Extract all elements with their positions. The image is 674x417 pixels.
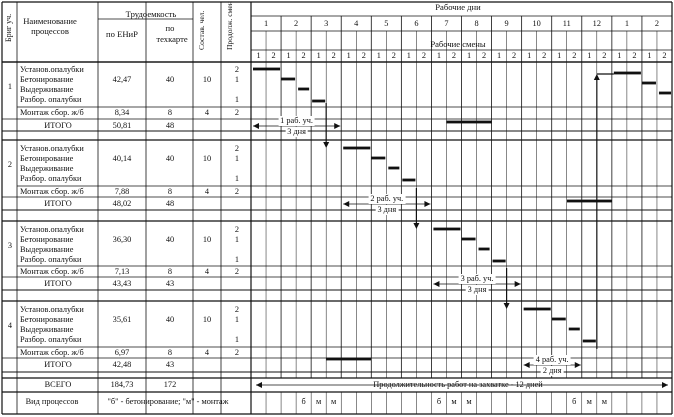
montage-staff: 4 [204, 348, 210, 357]
montage-card: 8 [167, 348, 173, 357]
shift-number: 1 [346, 51, 351, 60]
staff: 10 [202, 315, 212, 324]
shift-number: 2 [421, 51, 426, 60]
legend-letter-b: б [572, 397, 577, 406]
legend-letter-m: м [451, 397, 457, 406]
montage-staff: 4 [204, 108, 210, 117]
annotation-arrow-left [433, 281, 439, 287]
shift-number: 2 [331, 51, 336, 60]
total-card: 43 [165, 279, 175, 288]
duration: 1 [234, 174, 240, 183]
bar-montage [446, 121, 491, 124]
total-name: ИТОГО [44, 199, 72, 208]
header-labor-card-1: по [165, 23, 175, 33]
annotation-arrow-right [424, 201, 430, 207]
labor-enir: 35,61 [112, 315, 132, 324]
annotation-arrow-left [253, 123, 259, 129]
brigade-number-3: 3 [7, 240, 13, 250]
shift-number: 2 [662, 51, 667, 60]
flow-arrow-head [504, 303, 510, 309]
process-name: Разбор. опалубки [20, 255, 82, 264]
annotation-arrow-left [524, 362, 530, 368]
shift-number: 1 [436, 51, 442, 60]
shift-number: 1 [316, 51, 321, 60]
process-name: Выдерживание [20, 164, 74, 173]
duration: 1 [234, 335, 240, 344]
total-card: 43 [165, 360, 175, 369]
staff: 10 [202, 75, 212, 84]
staff: 10 [202, 235, 212, 244]
bar-concreting-next [642, 82, 656, 85]
legend-letter-m: м [316, 397, 322, 406]
montage-duration: 2 [234, 187, 240, 196]
montage-name: Монтаж сбор. ж/б [20, 348, 84, 357]
bar-formwork [253, 68, 280, 71]
shift-number: 2 [542, 51, 547, 60]
day-number-3: 3 [324, 19, 329, 28]
process-name: Выдерживание [20, 325, 74, 334]
total-name: ИТОГО [44, 121, 72, 130]
shift-number: 1 [256, 51, 261, 60]
total-enir: 48,02 [112, 199, 132, 208]
montage-duration: 2 [234, 108, 240, 117]
legend-letter-b: б [301, 397, 306, 406]
labor-enir: 40,14 [112, 154, 132, 163]
total-enir: 43,43 [112, 279, 132, 288]
montage-duration: 2 [234, 348, 240, 357]
montage-card: 8 [167, 267, 173, 276]
labor-card: 40 [165, 75, 175, 84]
legend-letter-m: м [586, 397, 592, 406]
annotation-line2: 3 дня [287, 127, 306, 136]
bar-curing [479, 248, 490, 251]
bar-concreting [371, 157, 385, 160]
annotation-arrow-right [515, 281, 521, 287]
process-name: Бетонирование [20, 235, 74, 244]
annotation-line1: 1 раб. уч. [280, 116, 314, 125]
bar-stripping [583, 340, 596, 343]
header-composition: Состав. чел. [197, 10, 206, 50]
process-name: Разбор. опалубки [20, 335, 82, 344]
brigade-number-1: 1 [7, 81, 13, 91]
duration: 2 [234, 225, 240, 234]
labor-card: 40 [165, 235, 175, 244]
bar-concreting [552, 318, 566, 321]
day-number-9: 9 [504, 19, 509, 28]
duration-arrow-left [256, 382, 262, 388]
legend-letter-m: м [601, 397, 607, 406]
legend-label: Вид процессов [25, 397, 79, 406]
montage-duration: 2 [234, 267, 240, 276]
day-number-10: 10 [532, 19, 541, 28]
process-name: Выдерживание [20, 245, 74, 254]
labor-card: 40 [165, 154, 175, 163]
day-number-2: 2 [654, 19, 660, 28]
process-name: Выдерживание [20, 85, 74, 94]
day-number-8: 8 [474, 19, 479, 28]
shift-number: 1 [376, 51, 381, 60]
duration: 1 [234, 95, 240, 104]
bar-stripping [402, 179, 415, 182]
total-card: 48 [165, 121, 175, 130]
montage-staff: 4 [204, 187, 210, 196]
header-duration: Продолж. смен [225, 1, 234, 50]
bar-montage [567, 200, 612, 203]
shift-number: 2 [301, 51, 306, 60]
header-process-name-text: Наименование процессов [23, 16, 77, 36]
annotation-line1: 2 раб. уч. [370, 194, 404, 203]
shift-number: 2 [512, 51, 517, 60]
process-name: Установ.опалубки [20, 225, 84, 234]
bar-curing [388, 167, 399, 170]
shift-number: 2 [572, 51, 577, 60]
shift-number: 2 [602, 51, 607, 60]
day-number-6: 6 [414, 19, 419, 28]
shift-number: 1 [406, 51, 411, 60]
shift-number: 1 [617, 51, 622, 60]
annotation-line2: 3 дня [467, 285, 487, 294]
montage-name: Монтаж сбор. ж/б [20, 108, 84, 117]
shift-number: 2 [481, 51, 487, 60]
bar-concreting [281, 78, 295, 81]
annotation-arrow-left [343, 201, 349, 207]
header-work-days: Рабочие дни [435, 2, 481, 12]
montage-name: Монтаж сбор. ж/б [20, 267, 84, 276]
shift-number: 2 [451, 51, 457, 60]
annotation-arrow-right [575, 362, 581, 368]
staff: 10 [202, 154, 212, 163]
shift-number: 2 [632, 51, 637, 60]
shift-number: 1 [587, 51, 592, 60]
legend-letter-m: м [331, 397, 337, 406]
annotation-arrow-right [334, 123, 340, 129]
process-name: Бетонирование [20, 315, 74, 324]
shift-number: 2 [361, 51, 366, 60]
annotation-line2: 3 дня [377, 205, 397, 214]
annotation-line2: 2 дня [542, 366, 562, 375]
bar-curing [298, 88, 309, 91]
shift-number: 1 [647, 51, 652, 60]
legend-letter-m: м [466, 397, 472, 406]
duration: 1 [234, 315, 240, 324]
header-work-shifts: Рабочие смены [430, 39, 486, 49]
labor-enir: 42,47 [112, 75, 132, 84]
bar-curing-next [659, 92, 671, 95]
montage-name: Монтаж сбор. ж/б [20, 187, 84, 196]
legend-text: "б" - бетонирование; "м" - монтаж [107, 397, 229, 406]
header-labor-card-2: техкарте [156, 34, 188, 44]
duration: 1 [234, 255, 240, 264]
shift-number: 2 [391, 51, 396, 60]
duration: 1 [234, 154, 240, 163]
flow-arrow-up-head [594, 74, 600, 80]
grand-total-enir: 184,73 [110, 380, 134, 389]
montage-card: 8 [167, 187, 173, 196]
bar-curing [569, 328, 580, 331]
montage-enir: 8,34 [114, 108, 130, 117]
shift-number: 1 [497, 51, 502, 60]
day-number-4: 4 [354, 19, 359, 28]
total-name: ИТОГО [44, 360, 72, 369]
grand-total-note: Продолжительность работ на захватке - 12 дней [373, 380, 543, 389]
bar-montage [326, 358, 371, 361]
brigade-number-4: 4 [7, 321, 13, 330]
duration: 1 [234, 235, 240, 244]
shift-number: 1 [557, 51, 562, 60]
header-labor: Трудоемкость [125, 9, 177, 19]
day-number-11: 11 [562, 19, 571, 28]
day-number-5: 5 [384, 19, 389, 28]
duration: 2 [234, 144, 240, 153]
bar-stripping [312, 100, 325, 103]
header-process-name [20, 17, 80, 36]
grand-total-card: 172 [163, 380, 177, 389]
duration: 2 [234, 65, 240, 74]
process-name: Установ.опалубки [20, 65, 84, 74]
duration: 1 [234, 75, 240, 84]
total-name: ИТОГО [44, 279, 72, 288]
bar-concreting [462, 238, 476, 241]
process-name: Бетонирование [20, 75, 74, 84]
montage-enir: 7,13 [114, 267, 130, 276]
header-labor-enir: по ЕНиР [106, 29, 138, 39]
montage-enir: 7,88 [114, 187, 130, 196]
grand-total-name: ВСЕГО [44, 380, 72, 389]
montage-card: 8 [167, 108, 173, 117]
annotation-line1: 3 раб. уч. [460, 274, 494, 283]
process-name: Разбор. опалубки [20, 95, 82, 104]
duration: 2 [234, 305, 240, 314]
labor-card: 40 [165, 315, 175, 324]
bar-formwork [343, 147, 370, 150]
shift-number: 2 [271, 51, 276, 60]
duration-arrow-right [662, 382, 668, 388]
brigade-number-2: 2 [7, 160, 13, 169]
legend-letter-b: б [436, 397, 442, 406]
shift-number: 1 [466, 51, 472, 60]
day-number-1: 1 [624, 19, 629, 28]
day-number-1: 1 [263, 19, 269, 28]
total-enir: 42,48 [112, 360, 132, 369]
day-number-2: 2 [294, 19, 299, 28]
process-name: Бетонирование [20, 154, 74, 163]
bar-formwork [524, 308, 551, 311]
montage-staff: 4 [204, 267, 210, 276]
total-card: 48 [165, 199, 175, 208]
annotation-line1: 4 раб. уч. [535, 355, 569, 364]
process-name: Разбор. опалубки [20, 174, 82, 183]
bar-formwork-next [614, 72, 641, 75]
bar-stripping [493, 260, 506, 263]
process-name: Установ.опалубки [20, 144, 84, 153]
bar-formwork [433, 228, 460, 231]
shift-number: 1 [527, 51, 532, 60]
process-name: Установ.опалубки [20, 305, 84, 314]
header-brigade: Бриг уч. [4, 13, 13, 42]
montage-enir: 6,97 [114, 348, 130, 357]
day-number-12: 12 [592, 19, 601, 28]
total-enir: 50,81 [112, 121, 132, 130]
labor-enir: 36,30 [112, 235, 132, 244]
shift-number: 1 [286, 51, 291, 60]
flow-arrow-head [323, 142, 329, 148]
flow-arrow-head [413, 223, 419, 229]
day-number-7: 7 [444, 19, 449, 28]
